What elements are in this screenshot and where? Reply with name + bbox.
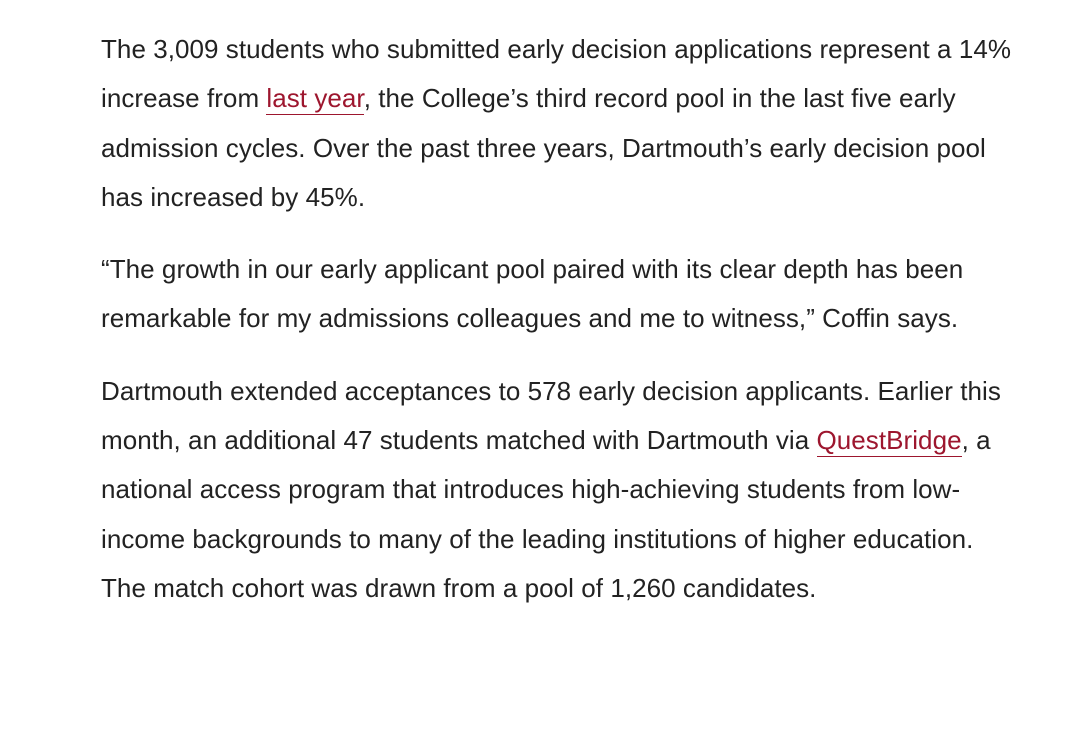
paragraph-early-decision-pool — [101, 25, 1011, 222]
paragraph-text: , a national access program that introduces high-achieving students from low-income backgrounds to many of the leading institutions of higher education. The match cohort was drawn from a pool of 1,260 candidates. — [101, 425, 991, 603]
last-year-link[interactable]: last year — [266, 83, 364, 114]
article-body — [101, 25, 1011, 636]
paragraph-text: The 3,009 students who submitted early decision applications represent a 14% increase from — [101, 34, 1012, 114]
paragraph-coffin-quote — [101, 245, 1011, 344]
paragraph-acceptances — [101, 367, 1011, 613]
paragraph-text: , the College’s third record pool in the last five early admission cycles. Over the past three years, Dartmouth’s early decision pool has increased by 45%. — [101, 83, 986, 212]
quote-text: “The growth in our early applicant pool paired with its clear depth has been remarkable for my admissions colleagues and me to witness,” Coffin says. — [101, 254, 964, 334]
paragraph-text: Dartmouth extended acceptances to 578 early decision applicants. Earlier this month, an additional 47 students matched with Dartmouth via — [101, 375, 1001, 456]
questbridge-link[interactable]: QuestBridge — [816, 425, 962, 456]
